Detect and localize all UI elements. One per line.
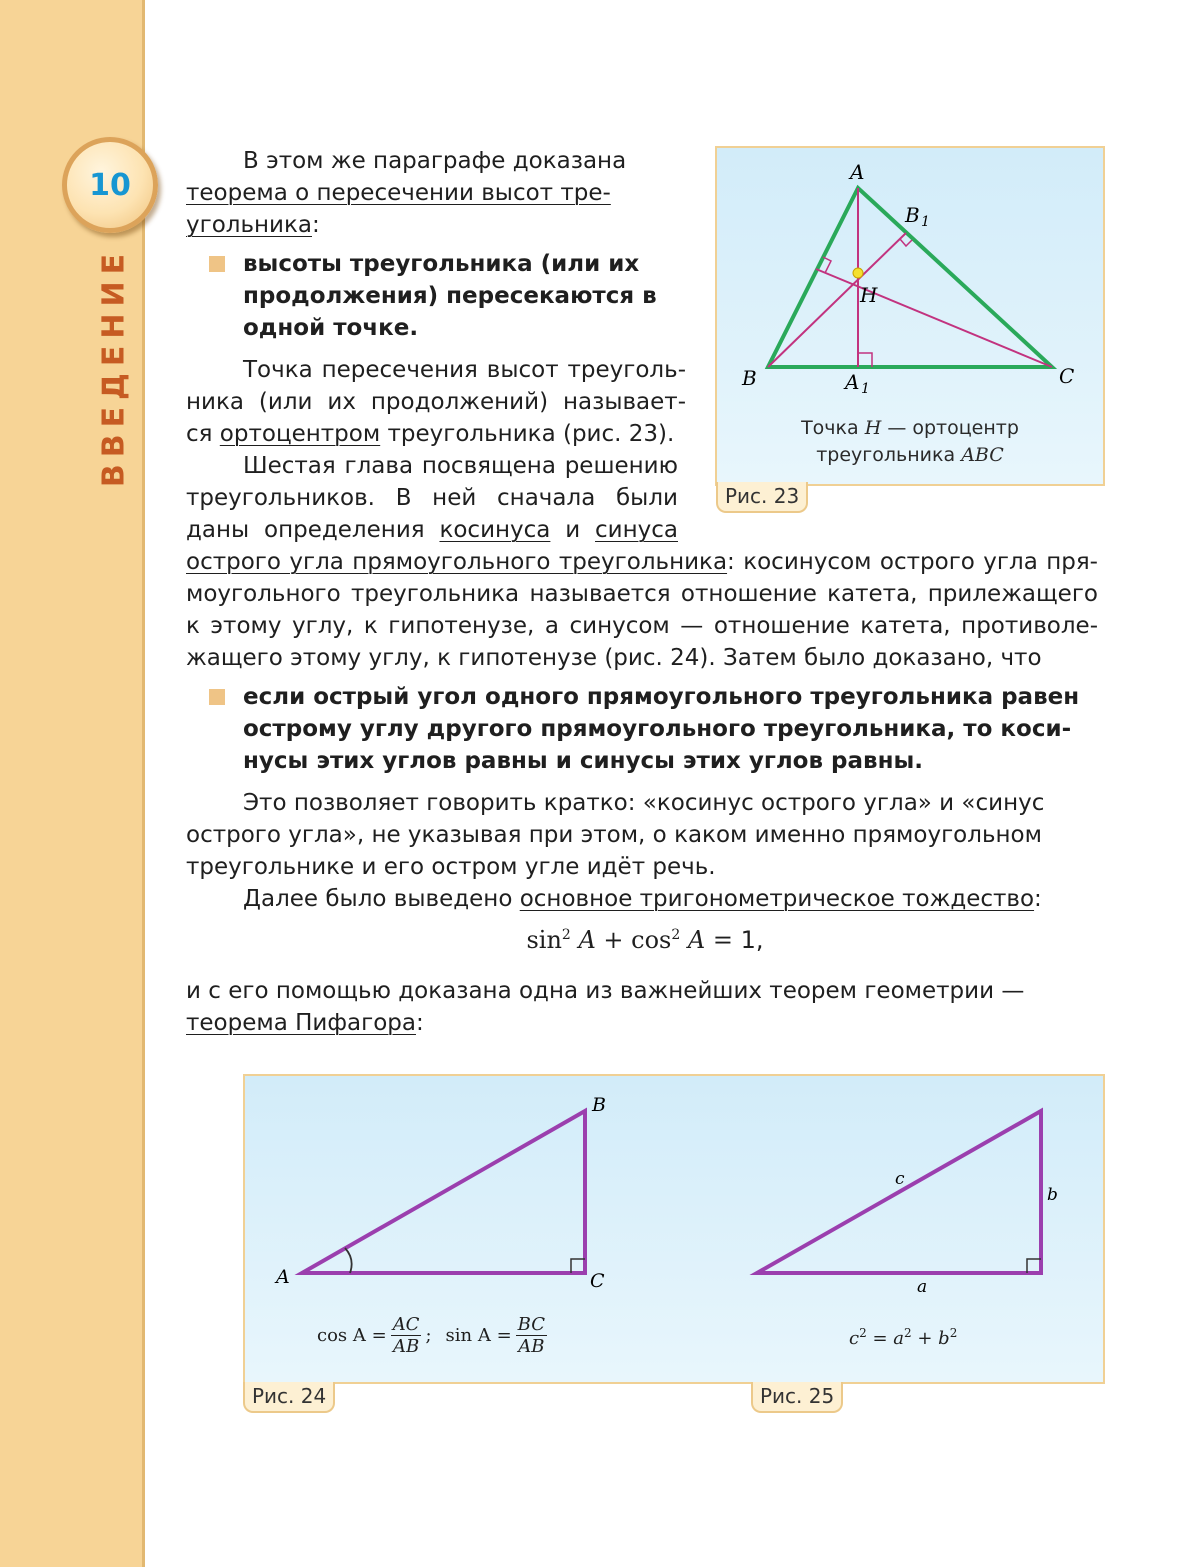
paragraph-5-text: Далее было выведено: [243, 886, 520, 912]
label-B: B: [592, 1094, 606, 1116]
link-orthocenter[interactable]: ортоцентром: [219, 421, 381, 447]
paragraph-6: [186, 975, 1098, 1039]
paragraph-1: [186, 145, 641, 241]
cos-sin-formulas: [317, 1314, 551, 1357]
formula-sin: sin: [526, 926, 562, 954]
formula-var: c: [849, 1328, 860, 1349]
paragraph-2: [186, 354, 686, 450]
label-A1-subscript: 1: [861, 381, 870, 397]
triangle-pythagoras: [757, 1111, 1041, 1273]
paragraph-4: [186, 787, 1098, 883]
label-hypotenuse-c: c: [895, 1169, 905, 1189]
bullet-square-icon: [209, 689, 225, 705]
caption-text: — ортоцентр: [881, 417, 1019, 439]
formula-op: =: [866, 1328, 894, 1349]
figure-24-tag: Рис. 24: [243, 1382, 335, 1413]
paragraph-5-colon: :: [1034, 886, 1042, 912]
label-A1: A: [845, 370, 860, 394]
side-stripe: [0, 0, 145, 1567]
label-B: B: [742, 366, 757, 390]
link-sine-acute-angle[interactable]: синуса острого угла прямоугольного треугольника: [186, 517, 728, 575]
label-A: A: [276, 1266, 290, 1288]
figure-23-tag: Рис. 23: [716, 482, 808, 513]
link-trig-identity[interactable]: основное тригонометрическое тождество: [519, 886, 1035, 912]
label-leg-b: b: [1047, 1185, 1058, 1205]
label-C: C: [1059, 364, 1075, 388]
caption-math: H: [864, 417, 882, 439]
paragraph-1-text: В этом же параграфе доказана: [243, 148, 627, 174]
bullet-statement-1: [243, 248, 663, 344]
formula-var: A =: [680, 926, 741, 954]
formula-exp: 2: [561, 927, 571, 943]
paragraph-3-and: и: [550, 517, 596, 543]
sin-formula-lhs: sin A =: [445, 1325, 512, 1346]
paragraph-1-colon: :: [312, 212, 320, 238]
paragraph-2-text: Точка пересечения высот треуголь- ника (или их продолжений) называет- ся: [186, 357, 686, 447]
page-number-badge: [62, 137, 158, 233]
label-B1-subscript: 1: [921, 214, 930, 230]
paragraph-3-text: Шестая глава посвящена решению треугольников. В ней сначала были даны определения: [186, 453, 678, 543]
caption-text: треугольника: [816, 444, 962, 466]
right-angle-mark: [858, 353, 872, 367]
right-angle-mark: [1027, 1259, 1041, 1273]
formula-exp: 2: [904, 1326, 912, 1340]
sin-numerator: BC: [517, 1314, 546, 1335]
label-C: C: [590, 1270, 605, 1292]
link-cosine[interactable]: косинуса: [439, 517, 551, 543]
paragraph-5: [186, 883, 1098, 915]
formula-var: b: [938, 1328, 950, 1349]
bullet-square-icon: [209, 256, 225, 272]
paragraph-6-colon: :: [415, 1010, 424, 1036]
bullet-2-text: если острый угол одного прямоугольного треугольника равен острому углу другого прямоугольного треугольника, то коси- нусы этих углов равны и синусы этих углов равны.: [243, 684, 1080, 774]
link-altitudes-theorem[interactable]: теорема о пересечении высот тре- угольника: [186, 180, 611, 238]
orthocenter-point: [853, 268, 863, 278]
figure-23: [715, 146, 1105, 486]
figure-25-tag: Рис. 25: [751, 1382, 843, 1413]
formula-rhs: 1,: [740, 926, 764, 954]
label-H: H: [860, 283, 878, 307]
paragraph-3-tail: : косинусом острого угла пря- моугольного треугольника называется отношение катета, прилежащего к этому углу, к гипотенузе, а синусом — отношение катета, противоле- жащего этому углу, к гипотенузе (рис. 24). Затем было доказано, что: [186, 549, 1098, 671]
figures-24-25: [243, 1074, 1105, 1384]
caption-math: ABC: [961, 444, 1004, 466]
paragraph-6-text: и с его помощью доказана одна из важнейших теорем геометрии —: [186, 978, 1025, 1004]
figure-23-caption: [717, 415, 1103, 469]
cos-fraction: [391, 1314, 422, 1357]
cos-denominator: AB: [392, 1336, 420, 1357]
section-title: ВВЕДЕНИЕ: [96, 246, 132, 488]
paragraph-2-tail: треугольника (рис. 23).: [380, 421, 675, 447]
formula-cos: cos: [631, 926, 672, 954]
formula-exp: 2: [859, 1326, 867, 1340]
caption-text: Точка: [801, 417, 865, 439]
right-angle-mark: [900, 239, 912, 246]
label-A: A: [850, 160, 865, 184]
angle-a-arc: [345, 1248, 352, 1273]
link-pythagorean-theorem[interactable]: теорема Пифагора: [186, 1010, 416, 1036]
formula-separator: ;: [425, 1325, 432, 1346]
bullet-statement-2: [243, 681, 1098, 777]
paragraph-4-text: Это позволяет говорить кратко: «косинус острого угла» и «синус острого угла», не указывая при этом, о каком именно прямоугольном треугольнике и его остром угле идёт речь.: [186, 790, 1045, 880]
label-leg-a: a: [917, 1277, 928, 1297]
altitude-cc1: [816, 269, 1052, 367]
formula-exp: 2: [949, 1326, 958, 1340]
formula-var: A +: [570, 926, 632, 954]
sin-denominator: AB: [518, 1336, 545, 1357]
right-angle-mark: [571, 1259, 585, 1273]
cos-numerator: AC: [392, 1314, 420, 1335]
formula-var: a: [893, 1328, 904, 1349]
altitude-bb1: [768, 233, 906, 367]
pythagorean-formula: [849, 1326, 957, 1349]
bullet-1-text: высоты треугольника (или их продолжения) пересекаются в одной точке.: [243, 251, 657, 341]
label-B1: B: [905, 203, 920, 227]
cos-formula-lhs: cos A =: [317, 1325, 387, 1346]
sin-fraction: [516, 1314, 547, 1357]
page-number: 10: [89, 167, 131, 203]
formula-op: +: [911, 1328, 939, 1349]
trig-identity-formula: [0, 926, 1200, 954]
formula-exp: 2: [671, 927, 681, 943]
